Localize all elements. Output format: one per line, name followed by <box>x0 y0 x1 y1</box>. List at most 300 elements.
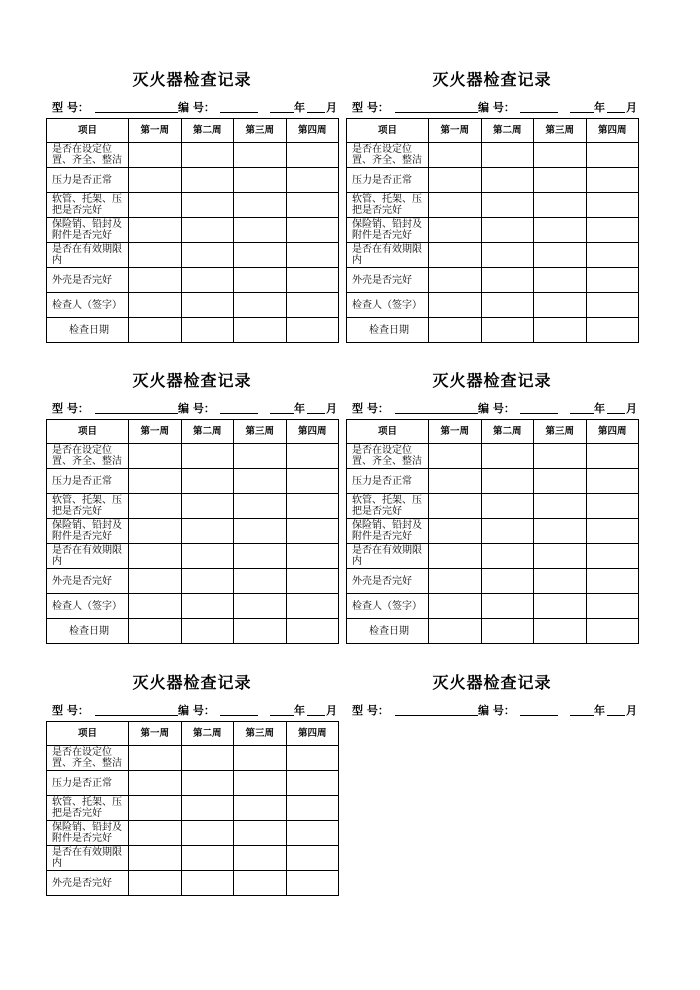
check-cell[interactable] <box>534 469 587 494</box>
check-cell[interactable] <box>234 519 287 544</box>
check-cell[interactable] <box>481 193 534 218</box>
table-row <box>347 268 639 293</box>
check-cell[interactable] <box>181 821 234 846</box>
month-label: 月 <box>626 101 637 114</box>
year-field[interactable] <box>270 413 294 414</box>
inspection-table <box>46 419 339 644</box>
check-cell[interactable] <box>534 619 587 644</box>
check-cell[interactable] <box>181 594 234 619</box>
check-cell[interactable] <box>181 519 234 544</box>
check-cell[interactable] <box>234 569 287 594</box>
number-label: 编 号： <box>478 101 515 114</box>
check-cell[interactable] <box>286 821 339 846</box>
check-cell[interactable] <box>129 569 182 594</box>
row-label: 是否在设定位置、齐全、整洁 <box>47 444 129 469</box>
form-title: 灭火器检查记录 <box>132 673 252 692</box>
check-cell[interactable] <box>286 168 339 193</box>
year-field[interactable] <box>270 715 294 716</box>
row-label: 是否在设定位置、齐全、整洁 <box>347 444 429 469</box>
check-cell[interactable] <box>286 494 339 519</box>
check-cell[interactable] <box>586 318 639 343</box>
check-cell[interactable] <box>129 846 182 871</box>
number-label: 编 号： <box>478 704 515 717</box>
column-header-week-4: 第四周 <box>286 420 339 444</box>
row-label: 软管、托架、压把是否完好 <box>347 494 429 519</box>
column-header-week-1: 第一周 <box>129 722 182 746</box>
number-label: 编 号： <box>178 402 215 415</box>
check-cell[interactable] <box>286 746 339 771</box>
row-label: 外壳是否完好 <box>347 268 429 293</box>
table-row <box>347 619 639 644</box>
check-cell[interactable] <box>181 469 234 494</box>
column-header-week-1: 第一周 <box>129 119 182 143</box>
column-header-week-2: 第二周 <box>181 119 234 143</box>
check-cell[interactable] <box>234 796 287 821</box>
check-cell[interactable] <box>481 444 534 469</box>
check-cell[interactable] <box>481 268 534 293</box>
check-cell[interactable] <box>534 168 587 193</box>
model-label: 型 号： <box>52 101 89 114</box>
check-cell[interactable] <box>129 594 182 619</box>
row-label: 软管、托架、压把是否完好 <box>47 494 129 519</box>
model-field[interactable] <box>95 715 178 716</box>
column-header-week-3: 第三周 <box>234 722 287 746</box>
check-cell[interactable] <box>586 544 639 569</box>
table-row <box>347 193 639 218</box>
check-cell[interactable] <box>234 143 287 168</box>
row-label: 是否在有效期限内 <box>47 544 129 569</box>
check-cell[interactable] <box>534 243 587 268</box>
model-field[interactable] <box>395 715 478 716</box>
model-label: 型 号： <box>352 101 389 114</box>
number-field[interactable] <box>520 112 558 113</box>
check-cell[interactable] <box>586 268 639 293</box>
check-cell[interactable] <box>181 268 234 293</box>
check-cell[interactable] <box>129 771 182 796</box>
inspection-table <box>46 118 339 343</box>
check-cell[interactable] <box>429 293 482 318</box>
check-cell[interactable] <box>129 519 182 544</box>
month-field[interactable] <box>307 715 325 716</box>
check-cell[interactable] <box>129 469 182 494</box>
check-cell[interactable] <box>481 544 534 569</box>
check-cell[interactable] <box>286 846 339 871</box>
check-cell[interactable] <box>429 544 482 569</box>
row-label: 保险销、铅封及附件是否完好 <box>47 218 129 243</box>
month-field[interactable] <box>607 715 625 716</box>
column-header-item: 项目 <box>47 119 129 143</box>
check-cell[interactable] <box>429 619 482 644</box>
check-cell[interactable] <box>234 444 287 469</box>
table-row <box>47 243 339 268</box>
check-cell[interactable] <box>481 494 534 519</box>
check-cell[interactable] <box>481 168 534 193</box>
check-cell[interactable] <box>129 444 182 469</box>
check-cell[interactable] <box>129 619 182 644</box>
row-label: 是否在有效期限内 <box>47 846 129 871</box>
check-cell[interactable] <box>286 619 339 644</box>
model-label: 型 号： <box>52 402 89 415</box>
table-row <box>347 469 639 494</box>
check-cell[interactable] <box>129 796 182 821</box>
table-row <box>47 594 339 619</box>
row-label: 是否在有效期限内 <box>347 544 429 569</box>
check-cell[interactable] <box>534 293 587 318</box>
column-header-week-3: 第三周 <box>234 119 287 143</box>
check-cell[interactable] <box>129 318 182 343</box>
row-label: 检查日期 <box>347 318 429 343</box>
check-cell[interactable] <box>429 243 482 268</box>
model-field[interactable] <box>395 112 478 113</box>
check-cell[interactable] <box>181 293 234 318</box>
check-cell[interactable] <box>234 318 287 343</box>
year-label: 年 <box>594 704 605 717</box>
check-cell[interactable] <box>429 444 482 469</box>
check-cell[interactable] <box>586 519 639 544</box>
month-field[interactable] <box>307 413 325 414</box>
check-cell[interactable] <box>429 569 482 594</box>
check-cell[interactable] <box>286 544 339 569</box>
table-row <box>47 168 339 193</box>
number-field[interactable] <box>220 715 258 716</box>
form-title: 灭火器检查记录 <box>132 70 252 89</box>
check-cell[interactable] <box>181 746 234 771</box>
check-cell[interactable] <box>481 243 534 268</box>
inspection-table <box>346 118 639 343</box>
month-label: 月 <box>326 402 337 415</box>
check-cell[interactable] <box>129 168 182 193</box>
check-cell[interactable] <box>286 519 339 544</box>
check-cell[interactable] <box>129 193 182 218</box>
check-cell[interactable] <box>129 143 182 168</box>
table-row <box>47 544 339 569</box>
check-cell[interactable] <box>181 544 234 569</box>
year-label: 年 <box>594 101 605 114</box>
row-label: 外壳是否完好 <box>47 871 129 896</box>
check-cell[interactable] <box>129 293 182 318</box>
table-row <box>47 494 339 519</box>
check-cell[interactable] <box>181 218 234 243</box>
form-header <box>46 100 338 116</box>
form-header <box>46 703 338 719</box>
check-cell[interactable] <box>586 469 639 494</box>
check-cell[interactable] <box>234 871 287 896</box>
table-row <box>47 519 339 544</box>
check-cell[interactable] <box>481 619 534 644</box>
table-row <box>47 193 339 218</box>
month-field[interactable] <box>607 413 625 414</box>
check-cell[interactable] <box>481 318 534 343</box>
form-title: 灭火器检查记录 <box>432 673 552 692</box>
number-label: 编 号： <box>478 402 515 415</box>
row-label: 外壳是否完好 <box>47 268 129 293</box>
table-header-row <box>347 420 639 444</box>
check-cell[interactable] <box>129 746 182 771</box>
check-cell[interactable] <box>586 444 639 469</box>
check-cell[interactable] <box>129 871 182 896</box>
table-row <box>47 318 339 343</box>
check-cell[interactable] <box>234 218 287 243</box>
form-header <box>46 401 338 417</box>
check-cell[interactable] <box>129 268 182 293</box>
row-label: 外壳是否完好 <box>47 569 129 594</box>
month-field[interactable] <box>307 112 325 113</box>
check-cell[interactable] <box>586 594 639 619</box>
column-header-item: 项目 <box>347 420 429 444</box>
form-title: 灭火器检查记录 <box>432 371 552 390</box>
row-label: 压力是否正常 <box>47 168 129 193</box>
check-cell[interactable] <box>286 293 339 318</box>
table-header-row <box>47 119 339 143</box>
column-header-week-1: 第一周 <box>129 420 182 444</box>
check-cell[interactable] <box>534 444 587 469</box>
check-cell[interactable] <box>181 771 234 796</box>
check-cell[interactable] <box>286 218 339 243</box>
model-field[interactable] <box>395 413 478 414</box>
check-cell[interactable] <box>286 469 339 494</box>
check-cell[interactable] <box>534 143 587 168</box>
row-label: 检查人（签字） <box>347 293 429 318</box>
number-field[interactable] <box>220 413 258 414</box>
check-cell[interactable] <box>481 218 534 243</box>
row-label: 软管、托架、压把是否完好 <box>47 193 129 218</box>
table-row <box>347 519 639 544</box>
check-cell[interactable] <box>429 469 482 494</box>
table-row <box>47 469 339 494</box>
number-label: 编 号： <box>178 101 215 114</box>
table-header-row <box>347 119 639 143</box>
row-label: 是否在有效期限内 <box>47 243 129 268</box>
row-label: 是否在设定位置、齐全、整洁 <box>47 746 129 771</box>
check-cell[interactable] <box>429 519 482 544</box>
check-cell[interactable] <box>181 796 234 821</box>
check-cell[interactable] <box>429 594 482 619</box>
check-cell[interactable] <box>181 569 234 594</box>
check-cell[interactable] <box>286 871 339 896</box>
check-cell[interactable] <box>534 544 587 569</box>
check-cell[interactable] <box>129 821 182 846</box>
row-label: 保险销、铅封及附件是否完好 <box>47 821 129 846</box>
check-cell[interactable] <box>286 268 339 293</box>
column-header-week-3: 第三周 <box>534 119 587 143</box>
year-field[interactable] <box>270 112 294 113</box>
check-cell[interactable] <box>586 243 639 268</box>
row-label: 是否在有效期限内 <box>347 243 429 268</box>
row-label: 检查人（签字） <box>47 293 129 318</box>
check-cell[interactable] <box>286 318 339 343</box>
check-cell[interactable] <box>234 594 287 619</box>
check-cell[interactable] <box>234 544 287 569</box>
check-cell[interactable] <box>481 594 534 619</box>
check-cell[interactable] <box>129 243 182 268</box>
row-label: 检查日期 <box>47 619 129 644</box>
model-field[interactable] <box>95 413 178 414</box>
check-cell[interactable] <box>429 218 482 243</box>
check-cell[interactable] <box>534 268 587 293</box>
row-label: 检查人（签字） <box>47 594 129 619</box>
row-label: 检查日期 <box>347 619 429 644</box>
check-cell[interactable] <box>286 444 339 469</box>
check-cell[interactable] <box>586 168 639 193</box>
check-cell[interactable] <box>586 494 639 519</box>
check-cell[interactable] <box>286 193 339 218</box>
row-label: 保险销、铅封及附件是否完好 <box>47 519 129 544</box>
year-field[interactable] <box>570 112 594 113</box>
check-cell[interactable] <box>181 168 234 193</box>
year-label: 年 <box>294 704 305 717</box>
check-cell[interactable] <box>234 243 287 268</box>
table-row <box>47 846 339 871</box>
number-field[interactable] <box>220 112 258 113</box>
table-row <box>347 494 639 519</box>
column-header-week-2: 第二周 <box>181 420 234 444</box>
number-field[interactable] <box>520 413 558 414</box>
check-cell[interactable] <box>429 268 482 293</box>
check-cell[interactable] <box>181 619 234 644</box>
check-cell[interactable] <box>429 494 482 519</box>
row-label: 压力是否正常 <box>347 168 429 193</box>
check-cell[interactable] <box>481 293 534 318</box>
row-label: 压力是否正常 <box>47 771 129 796</box>
column-header-item: 项目 <box>47 722 129 746</box>
number-label: 编 号： <box>178 704 215 717</box>
check-cell[interactable] <box>481 143 534 168</box>
year-field[interactable] <box>570 715 594 716</box>
check-cell[interactable] <box>234 168 287 193</box>
model-label: 型 号： <box>352 704 389 717</box>
check-cell[interactable] <box>234 821 287 846</box>
check-cell[interactable] <box>181 243 234 268</box>
check-cell[interactable] <box>429 193 482 218</box>
row-label: 保险销、铅封及附件是否完好 <box>347 519 429 544</box>
check-cell[interactable] <box>286 771 339 796</box>
check-cell[interactable] <box>481 469 534 494</box>
check-cell[interactable] <box>286 243 339 268</box>
table-header-row <box>47 722 339 746</box>
check-cell[interactable] <box>586 143 639 168</box>
year-field[interactable] <box>570 413 594 414</box>
check-cell[interactable] <box>129 218 182 243</box>
check-cell[interactable] <box>181 318 234 343</box>
table-row <box>47 746 339 771</box>
check-cell[interactable] <box>181 494 234 519</box>
column-header-week-1: 第一周 <box>429 119 482 143</box>
table-row <box>347 318 639 343</box>
check-cell[interactable] <box>234 469 287 494</box>
check-cell[interactable] <box>234 268 287 293</box>
table-row <box>347 218 639 243</box>
check-cell[interactable] <box>286 594 339 619</box>
column-header-week-2: 第二周 <box>181 722 234 746</box>
form-header <box>346 100 638 116</box>
model-label: 型 号： <box>352 402 389 415</box>
check-cell[interactable] <box>129 494 182 519</box>
check-cell[interactable] <box>234 619 287 644</box>
check-cell[interactable] <box>234 293 287 318</box>
check-cell[interactable] <box>534 494 587 519</box>
inspection-table <box>46 721 339 896</box>
table-row <box>347 544 639 569</box>
check-cell[interactable] <box>234 746 287 771</box>
check-cell[interactable] <box>586 569 639 594</box>
table-row <box>347 143 639 168</box>
table-row <box>347 594 639 619</box>
row-label: 软管、托架、压把是否完好 <box>347 193 429 218</box>
form-title: 灭火器检查记录 <box>432 70 552 89</box>
table-row <box>47 218 339 243</box>
row-label: 软管、托架、压把是否完好 <box>47 796 129 821</box>
table-row <box>47 444 339 469</box>
table-row <box>47 143 339 168</box>
column-header-item: 项目 <box>47 420 129 444</box>
table-row <box>347 569 639 594</box>
number-field[interactable] <box>520 715 558 716</box>
check-cell[interactable] <box>181 193 234 218</box>
check-cell[interactable] <box>181 444 234 469</box>
check-cell[interactable] <box>586 193 639 218</box>
year-label: 年 <box>594 402 605 415</box>
check-cell[interactable] <box>286 569 339 594</box>
table-row <box>47 821 339 846</box>
table-row <box>47 771 339 796</box>
check-cell[interactable] <box>234 771 287 796</box>
form-header <box>346 703 638 719</box>
check-cell[interactable] <box>534 569 587 594</box>
check-cell[interactable] <box>534 318 587 343</box>
check-cell[interactable] <box>429 318 482 343</box>
row-label: 保险销、铅封及附件是否完好 <box>347 218 429 243</box>
check-cell[interactable] <box>586 218 639 243</box>
model-field[interactable] <box>95 112 178 113</box>
check-cell[interactable] <box>534 594 587 619</box>
column-header-week-2: 第二周 <box>481 420 534 444</box>
column-header-week-4: 第四周 <box>586 119 639 143</box>
month-label: 月 <box>626 402 637 415</box>
column-header-week-4: 第四周 <box>586 420 639 444</box>
check-cell[interactable] <box>429 168 482 193</box>
check-cell[interactable] <box>181 143 234 168</box>
row-label: 是否在设定位置、齐全、整洁 <box>347 143 429 168</box>
year-label: 年 <box>294 402 305 415</box>
check-cell[interactable] <box>234 494 287 519</box>
column-header-week-1: 第一周 <box>429 420 482 444</box>
row-label: 检查日期 <box>47 318 129 343</box>
table-row <box>47 268 339 293</box>
check-cell[interactable] <box>534 193 587 218</box>
table-row <box>47 293 339 318</box>
month-field[interactable] <box>607 112 625 113</box>
check-cell[interactable] <box>234 193 287 218</box>
check-cell[interactable] <box>429 143 482 168</box>
check-cell[interactable] <box>234 846 287 871</box>
check-cell[interactable] <box>181 846 234 871</box>
check-cell[interactable] <box>481 519 534 544</box>
table-row <box>347 243 639 268</box>
check-cell[interactable] <box>129 544 182 569</box>
check-cell[interactable] <box>586 619 639 644</box>
check-cell[interactable] <box>534 519 587 544</box>
check-cell[interactable] <box>481 569 534 594</box>
check-cell[interactable] <box>586 293 639 318</box>
form-title: 灭火器检查记录 <box>132 371 252 390</box>
check-cell[interactable] <box>286 796 339 821</box>
check-cell[interactable] <box>286 143 339 168</box>
column-header-item: 项目 <box>347 119 429 143</box>
check-cell[interactable] <box>534 218 587 243</box>
inspection-table <box>346 419 639 644</box>
table-row <box>47 796 339 821</box>
check-cell[interactable] <box>181 871 234 896</box>
